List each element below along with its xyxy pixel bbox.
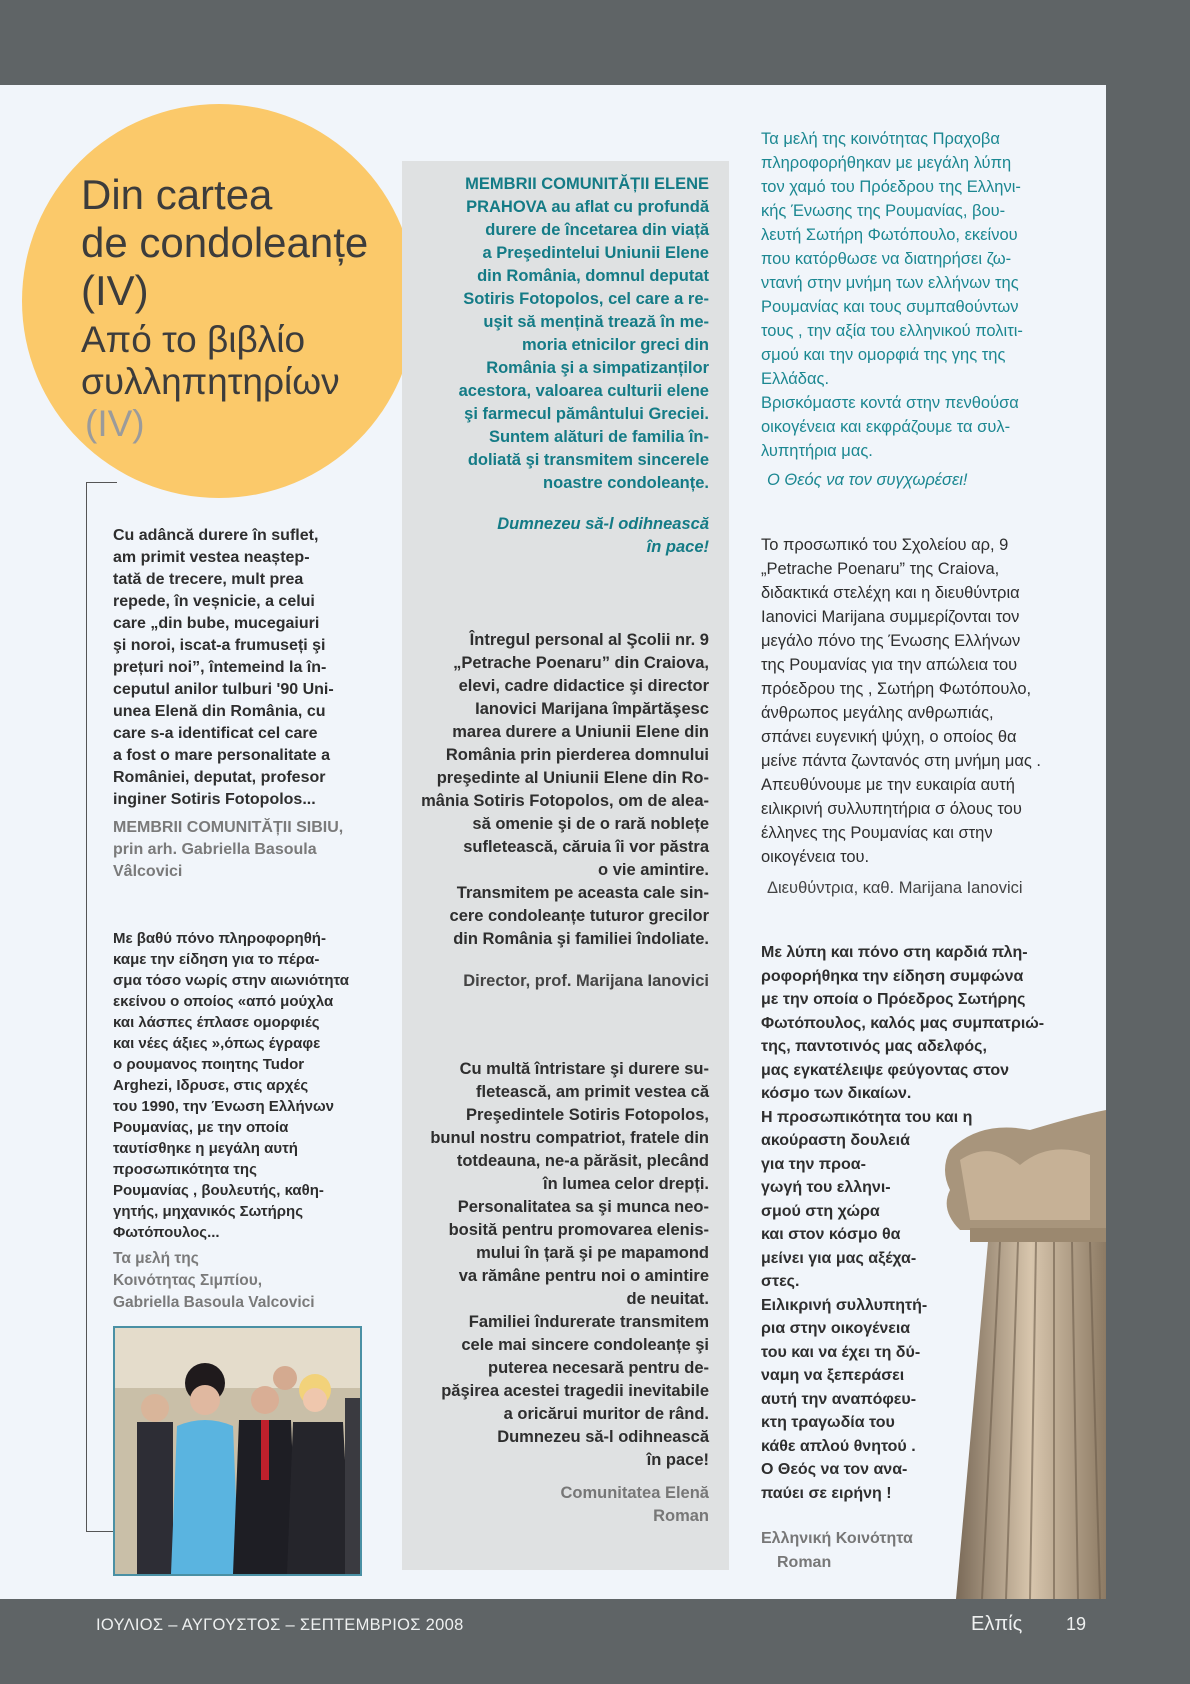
text-line: αυτή την αναπόφευ- — [761, 1390, 917, 1408]
signature-line: Director, prof. Marijana Ianovici — [463, 972, 709, 990]
signature-sibiu-ro — [113, 817, 358, 883]
text-line: a Preşedintelui Uniunii Elene — [482, 244, 709, 262]
title-line: (IV) — [81, 267, 149, 314]
text-line: σμού στη χώρα — [761, 1202, 880, 1220]
text-line: τον χαμό του Πρόεδρου της Ελληνι- — [761, 178, 1021, 196]
text-line: Τα μελή της κοινότητας Πραχοβα — [761, 130, 1000, 148]
text-line: MEMBRII COMUNITĂȚII ELENE — [465, 175, 709, 193]
text-line: για την προα- — [761, 1155, 866, 1173]
text-line: „Petrache Poenaru” din Craiova, — [453, 654, 709, 672]
message-craiova-gr — [761, 533, 1091, 869]
signature-roman-ro — [409, 1482, 709, 1528]
text-line: bunul nostru compatriot, fratele din — [430, 1129, 709, 1147]
text-line: Dumnezeu să-l odihnească — [497, 515, 709, 533]
text-line: του και να έχει τη δύ- — [761, 1343, 921, 1361]
text-line: ροφορήθηκα την είδηση συμφώνα — [761, 967, 1024, 985]
message-prahova-ro — [409, 173, 709, 495]
text-line: Ρουμανίας, με την οποία — [113, 1119, 289, 1136]
text-line: va rămâne pentru noi o amintire — [458, 1267, 709, 1285]
text-line: τους , την αξία του ελληνικού πολιτι- — [761, 322, 1023, 340]
text-line: προσωπικότητα της — [113, 1161, 257, 1178]
text-line: του 1990, την Ένωση Ελλήνων — [113, 1098, 335, 1115]
text-line: Ianovici Marijana împărtăşesc — [475, 700, 709, 718]
message-roman-ro — [409, 1058, 709, 1472]
text-line: παύει σε ειρήνη ! — [761, 1484, 892, 1502]
text-line: Ελληνική Κοινότητα — [761, 1530, 913, 1547]
message-craiova-ro — [409, 629, 709, 951]
text-line: de neuitat. — [626, 1290, 709, 1308]
text-line: Comunitatea Elenă — [560, 1484, 709, 1502]
text-line: tată de trecere, mult prea — [113, 571, 304, 588]
text-line: γητής, μηχανικός Σωτήρης — [113, 1203, 304, 1220]
text-line: Με βαθύ πόνο πληροφορηθή- — [113, 930, 326, 947]
message-roman-gr — [761, 941, 1045, 1505]
text-line: MEMBRII COMUNITĂȚII SIBIU, — [113, 819, 344, 836]
text-line: cere condoleanțe tuturor grecilor — [449, 907, 709, 925]
text-line: România şi a simpatizanților — [486, 359, 709, 377]
text-line: Κοινότητας Σιμπίου, — [113, 1272, 263, 1289]
text-line: ντανή στην μνήμη των ελλήνων της — [761, 274, 1019, 292]
text-line: Ειλικρινή συλλυπητή- — [761, 1296, 928, 1314]
text-line: Familiei îndurerate transmitem — [468, 1313, 709, 1331]
page — [0, 85, 1106, 1599]
group-photo — [113, 1326, 362, 1576]
text-line: o vie amintire. — [598, 861, 709, 879]
text-line: PRAHOVA au aflat cu profundă — [466, 198, 709, 216]
text-line: Întregul personal al Şcolii nr. 9 — [469, 631, 709, 649]
text-line: acestora, valoarea culturii elene — [458, 382, 709, 400]
text-line: Το προσωπικό του Σχολείου αρ, 9 — [761, 536, 1009, 554]
group-photo-image — [115, 1328, 360, 1574]
text-line: Roman — [653, 1507, 709, 1525]
text-line: păşirea acestei tragedii inevitabile — [441, 1382, 709, 1400]
text-line: Ελλάδας. — [761, 370, 830, 388]
text-line: καμε την είδηση για το πέρα- — [113, 951, 320, 968]
text-line: elevi, cadre didactice şi director — [458, 677, 709, 695]
text-line: doliată şi transmitem sincerele — [467, 451, 709, 469]
message-roman-gr-top — [761, 941, 1061, 1129]
title-numeral: (IV) — [85, 403, 145, 444]
issue-date: ΙΟΥΛΙΟΣ – ΑΥΓΟΥΣΤΟΣ – ΣΕΠΤΕΜΒΡΙΟΣ 2008 — [96, 1616, 464, 1634]
text-line: totdeauna, ne-a părăsit, plecând — [456, 1152, 709, 1170]
text-line: în pace! — [646, 538, 709, 556]
text-line: της, παντοτινός μας αδελφός, — [761, 1038, 987, 1055]
text-line: sufletească, căruia îi vor păstra — [463, 838, 709, 856]
text-line: bosită pentru promovarea elenis- — [448, 1221, 709, 1239]
text-line: fletească, am primit vestea că — [476, 1083, 709, 1101]
column-capital-image — [940, 1110, 1106, 1599]
text-line: din România, domnul deputat — [477, 267, 709, 285]
text-line: Ο Θεός να τον ανα- — [761, 1461, 908, 1478]
message-sibiu-ro — [113, 525, 358, 811]
text-line: και στον κόσμο θα — [761, 1226, 901, 1243]
text-line: γωγή του ελληνι- — [761, 1179, 891, 1196]
title-line: de condoleanțe — [81, 219, 369, 266]
text-line: λευτή Σωτήρη Φωτόπουλο, εκείνου — [761, 226, 1018, 244]
text-line: Cu adâncă durere în suflet, — [113, 527, 319, 544]
closing-prahova-gr — [761, 468, 1091, 492]
text-line: să omenie şi de o rară noblețe — [472, 815, 709, 833]
text-line: Απευθύνουμε με την ευκαιρία αυτή — [761, 776, 1015, 794]
text-line: Roman — [777, 1554, 832, 1571]
text-line: Cu multă întristare şi durere su- — [459, 1060, 709, 1078]
text-line: ναμη να ξεπεράσει — [761, 1367, 905, 1384]
text-line: κόσμο των δικαίων. — [761, 1085, 912, 1102]
signature-line: Διευθύντρια, καθ. Marijana Ianovici — [767, 879, 1023, 897]
text-line: Arghezi, Ιδρυσε, στις αρχές — [113, 1077, 309, 1094]
text-line: οικογένεια του. — [761, 848, 870, 866]
text-line: με την οποία ο Πρόεδρος Σωτήρης — [761, 991, 1026, 1008]
text-line: României, deputat, profesor — [113, 769, 326, 786]
text-line: preşedinte al Uniunii Elene din Ro- — [436, 769, 709, 787]
text-line: a fost o mare personalitate a — [113, 747, 330, 764]
text-line: κάθε απλού θνητού . — [761, 1437, 916, 1455]
text-line: Sotiris Fotopolos, cel care a re- — [463, 290, 709, 308]
text-line: din România şi familiei îndoliate. — [453, 930, 709, 948]
text-line: Dumnezeu să-l odihnească — [497, 1428, 709, 1446]
text-line: a oricărui muritor de rând. — [503, 1405, 709, 1423]
page-number: 19 — [1066, 1614, 1087, 1634]
signature-craiova-gr — [761, 876, 1091, 900]
text-line: marea durere a Uniunii Elene din — [452, 723, 709, 741]
signature-sibiu-gr — [113, 1248, 358, 1314]
text-line: σπάνει ευγενική ψύχη, ο οποίος θα — [761, 728, 1017, 746]
text-line: Suntem alături de familia în- — [488, 428, 709, 446]
text-line: în lumea celor drepți. — [543, 1175, 709, 1193]
title-line: συλληπητηρίων — [81, 361, 340, 402]
text-line: Με λύπη και πόνο στη καρδιά πλη- — [761, 944, 1028, 961]
text-line: και νέες άξιες »,όπως έγραφε — [113, 1035, 321, 1052]
text-line: prin arh. Gabriella Basoula — [113, 841, 317, 858]
text-line: care s-a identificat cel care — [113, 725, 318, 742]
text-line: μείνε πάντα ζωντανός στη μνήμη μας . — [761, 752, 1041, 770]
text-line: în pace! — [646, 1451, 709, 1469]
text-line: Ianovici Marijana συμμερίζονται τον — [761, 608, 1020, 626]
text-line: ceputul anilor tulburi '90 Uni- — [113, 681, 334, 698]
text-line: σμού και την ομορφιά της γης της — [761, 346, 1006, 364]
text-line: Preşedintele Sotiris Fotopolos, — [466, 1106, 709, 1124]
text-line: inginer Sotiris Fotopolos... — [113, 791, 316, 808]
text-line: άνθρωπος μεγάλης ανθρωπιάς, — [761, 704, 994, 722]
text-line: στες. — [761, 1273, 800, 1290]
message-roman-gr-body — [761, 1129, 961, 1505]
text-line: πληροφορήθηκαν με μεγάλη λύπη — [761, 154, 1012, 172]
text-line: Vâlcovici — [113, 863, 183, 880]
text-line: μας εγκατέλειψε φεύγοντας στον — [761, 1061, 1010, 1079]
text-line: unea Elenă din România, cu — [113, 703, 326, 720]
text-line: ειλικρινή συλλυπητήρια σ όλους του — [761, 800, 1022, 818]
text-line: şi farmecul pământului Greciei. — [464, 405, 709, 423]
text-line: της Ρουμανίας για την απώλεια του — [761, 656, 1018, 674]
title-line: Από το βιβλίο — [81, 319, 306, 360]
text-line: Βρισκόμαστε κοντά στην πενθούσα — [761, 394, 1019, 412]
text-line: ταυτίσθηκε η μεγάλη αυτή — [113, 1140, 298, 1157]
text-line: πρόεδρου της , Σωτήρη Φωτόπουλο, — [761, 680, 1032, 698]
text-line: cele mai sincere condoleanțe şi — [461, 1336, 709, 1354]
text-line: am primit vestea neaștep- — [113, 549, 310, 566]
text-line: prețuri noi”, întemeind la în- — [113, 659, 327, 676]
text-line: Transmitem pe aceasta cale sin- — [456, 884, 709, 902]
text-line: Τα μελή της — [113, 1250, 199, 1267]
text-line: Η προσωπικότητα του και η — [761, 1108, 973, 1126]
signature-roman-gr — [761, 1527, 961, 1575]
text-line: mânia Sotiris Fotopolos, om de alea- — [421, 792, 709, 810]
text-line: εκείνου ο οποίος «από μούχλα — [113, 993, 334, 1010]
text-line: repede, în veșnicie, a celui — [113, 593, 315, 610]
magazine-name: Ελπίς — [971, 1613, 1023, 1635]
text-line: ακούραστη δουλειά — [761, 1132, 910, 1149]
text-line: οικογένεια και εκφράζουμε τα συλ- — [761, 418, 1011, 436]
text-line: uşit să mențină trează în me- — [483, 313, 709, 331]
text-line: şi noroi, iscat-a frumuseți şi — [113, 637, 326, 654]
text-line: κής Ένωσης της Ρουμανίας, βου- — [761, 202, 1006, 220]
text-line: noastre condoleanțe. — [543, 474, 709, 492]
text-line: România prin pierderea domnului — [445, 746, 709, 764]
signature-craiova-ro — [409, 970, 709, 993]
text-line: σμα τόσο νωρίς στην αιωνιότητα — [113, 972, 350, 989]
text-line: και λάσπες έπλασε ομορφιές — [113, 1014, 320, 1031]
text-line: κτη τραγωδία του — [761, 1414, 895, 1431]
message-sibiu-gr — [113, 928, 358, 1243]
closing-prahova-ro — [409, 513, 709, 559]
text-line: Ρουμανίας και τους συμπαθούντων — [761, 298, 1019, 316]
text-line: μεγάλο πόνο της Ένωσης Ελλήνων — [761, 632, 1021, 650]
text-line: Φωτόπουλος, καλός μας συμπατριώ- — [761, 1014, 1045, 1032]
text-line: mului în țară şi pe mapamond — [476, 1244, 709, 1262]
text-line: puterea necesară pentru de- — [488, 1359, 709, 1377]
text-line: Ρουμανίας , βουλευτής, καθη- — [113, 1182, 324, 1199]
footer — [0, 1599, 1190, 1684]
text-line: μείνει για μας αξέχα- — [761, 1249, 917, 1267]
text-line: moria etnicilor greci din — [521, 336, 709, 354]
text-line: durere de încetarea din viață — [485, 221, 709, 239]
message-prahova-gr — [761, 127, 1091, 463]
text-line: Personalitatea sa şi munca neo- — [457, 1198, 709, 1216]
text-line: έλληνες της Ρουμανίας και στην — [761, 824, 993, 842]
closing-line: Ο Θεός να τον συγχωρέσει! — [767, 471, 968, 489]
text-line: care „din bube, mucegaiuri — [113, 615, 320, 632]
text-line: ο ρουμανος ποιητης Tudor — [113, 1056, 305, 1073]
title-greek — [81, 319, 340, 445]
text-line: Gabriella Basoula Valcovici — [113, 1294, 315, 1311]
text-line: λυπητήρια μας. — [761, 442, 873, 460]
text-line: Φωτόπουλος... — [113, 1224, 220, 1241]
title-romanian — [81, 171, 368, 315]
text-line: διδακτικά στελέχη και η διευθύντρια — [761, 584, 1020, 602]
title-line: Din cartea — [81, 171, 273, 218]
text-line: „Petrache Poenaru” της Craiova, — [761, 560, 1000, 578]
text-line: ρια στην οικογένεια — [761, 1320, 911, 1337]
text-line: που κατόρθωσε να διατηρήσει ζω- — [761, 250, 1012, 268]
